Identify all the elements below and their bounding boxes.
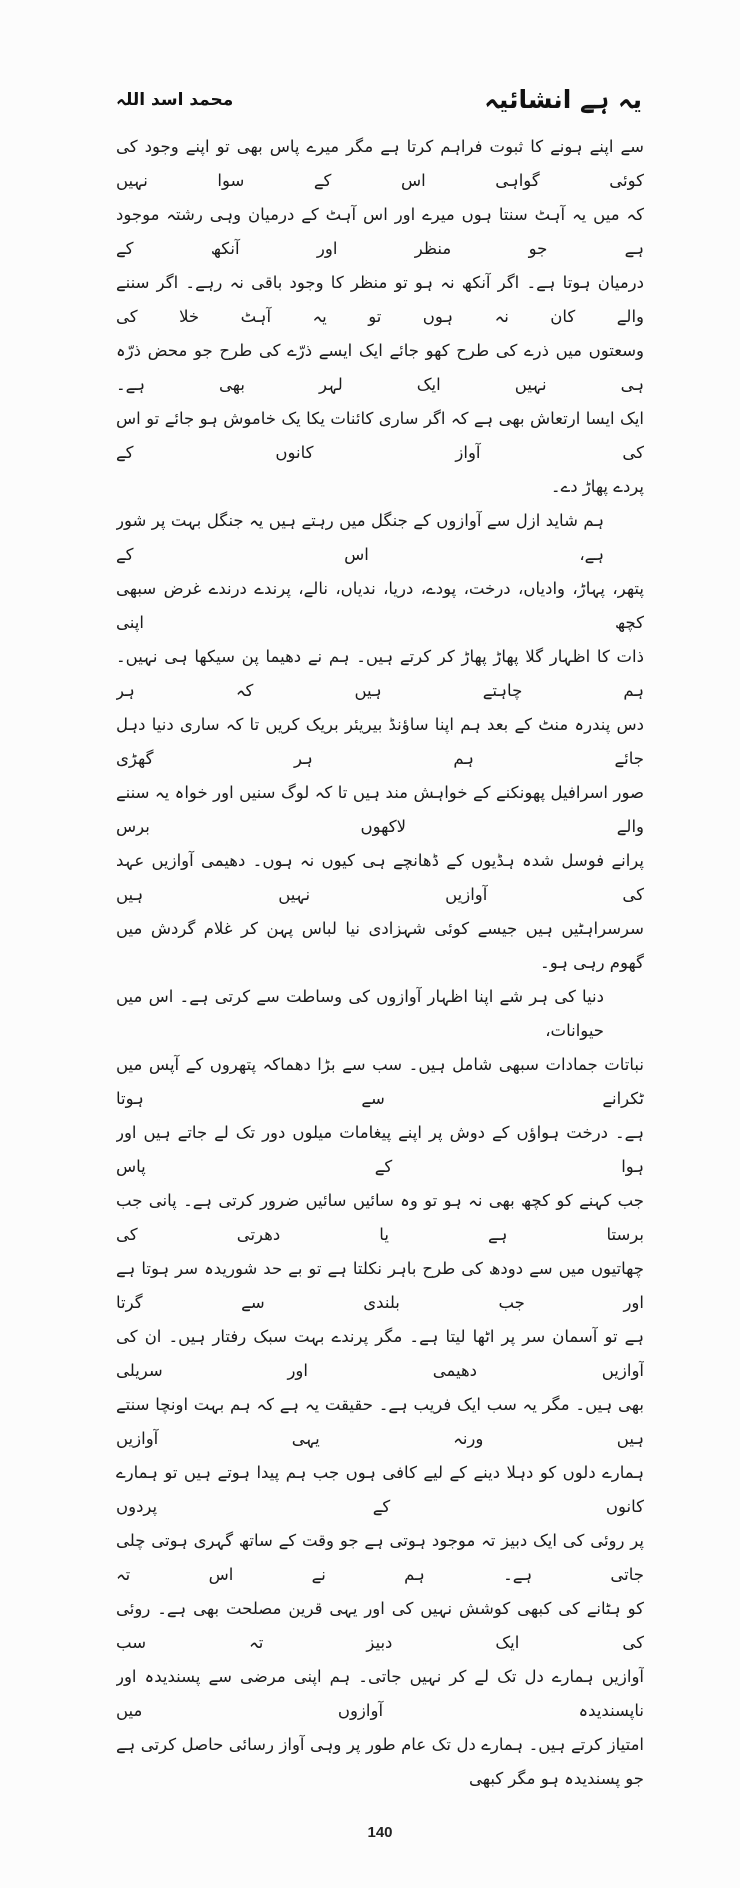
text-line: ذات کا اظہار گلا پھاڑ پھاڑ کر کرتے ہیں۔ ہم نے دھیما پن سیکھا ہی نہیں۔ ہم چاہتے ہیں کہ ہر (116, 647, 644, 700)
text-line: صور اسرافیل پھونکنے کے خواہش مند ہیں تا کہ لوگ سنیں اور خواہ یہ سننے والے لاکھوں برس (116, 783, 644, 836)
text-line: ہے۔ درخت ہواؤں کے دوش پر اپنے پیغامات میلوں دور تک لے جاتے ہیں اور ہوا کے پاس (116, 1123, 644, 1176)
page-header (116, 78, 642, 122)
text-line: پردے پھاڑ دے۔ (550, 477, 644, 496)
text-line: چھاتیوں میں سے دودھ کی طرح باہر نکلتا ہے تو بے حد شوریدہ سر ہوتا ہے اور جب بلندی سے گرتا (116, 1259, 644, 1312)
author-name: محمد اسد اللہ (116, 90, 234, 110)
text-line: دس پندرہ منٹ کے بعد ہم اپنا ساؤنڈ بیریئر بریک کریں تا کہ ساری دنیا دہل جائے ہم ہر گھڑی (116, 715, 644, 768)
text-line: پرانے فوسل شدہ ہڈیوں کے ڈھانچے ہی کیوں نہ ہوں۔ دھیمی آوازیں عہد کی آوازیں نہیں ہیں (116, 851, 644, 904)
text-line: نباتات جمادات سبھی شامل ہیں۔ سب سے بڑا دھماکہ پتھروں کے آپس میں ٹکرانے سے ہوتا (116, 1055, 644, 1108)
page-number: 140 (367, 1824, 393, 1841)
paragraph (116, 980, 644, 1796)
text-line: بھی ہیں۔ مگر یہ سب ایک فریب ہے۔ حقیقت یہ ہے کہ ہم بہت اونچا سنتے ہیں ورنہ یہی آوازیں (116, 1395, 644, 1448)
text-line: درمیان ہوتا ہے۔ اگر آنکھ نہ ہو تو منظر کا وجود باقی نہ رہے۔ اگر سننے والے کان نہ ہوں تو یہ آہٹ خلا کی (116, 273, 644, 326)
text-line: کو ہٹانے کی کبھی کوشش نہیں کی اور یہی قرین مصلحت بھی ہے۔ روئی کی ایک دبیز تہ سب (116, 1599, 644, 1652)
text-line: ایک ایسا ارتعاش بھی ہے کہ اگر ساری کائنات یکا یک خاموش ہو جائے تو اس کی آواز کانوں کے (116, 409, 644, 462)
text-line: وسعتوں میں ذرے کی طرح کھو جائے ایک ایسے ذرّے کی طرح جو محض ذرّہ ہی نہیں ایک لہر بھی ہے۔ (116, 341, 644, 394)
text-line: سرسراہٹیں ہیں جیسے کوئی شہزادی نیا لباس پہن کر غلام گردش میں گھوم رہی ہو۔ (116, 919, 644, 972)
text-line: ہمارے دلوں کو دہلا دینے کے لیے کافی ہوں جب ہم پیدا ہوتے ہیں تو ہمارے کانوں کے پردوں (116, 1463, 644, 1516)
chapter-title: یہ ہے انشائیہ (484, 85, 642, 114)
text-line: پتھر، پہاڑ، وادیاں، درخت، پودے، دریا، ندیاں، نالے، پرندے درندے غرض سبھی کچھ اپنی (116, 579, 644, 632)
paragraph (116, 504, 644, 980)
text-line: سے اپنے ہونے کا ثبوت فراہم کرتا ہے مگر میرے پاس بھی تو اپنے وجود کی کوئی گواہی اس کے سوا نہیں (116, 137, 644, 190)
text-line: دنیا کی ہر شے اپنا اظہار آوازوں کی وساطت سے کرتی ہے۔ اس میں حیوانات، (116, 987, 604, 1040)
text-line: ہے تو آسمان سر پر اٹھا لیتا ہے۔ مگر پرندے بہت سبک رفتار ہیں۔ ان کی آوازیں دھیمی اور سریلی (116, 1327, 644, 1380)
text-line: آوازیں ہمارے دل تک لے کر نہیں جاتی۔ ہم اپنی مرضی سے پسندیدہ اور ناپسندیدہ آوازوں میں (116, 1667, 644, 1720)
text-line: پر روئی کی ایک دبیز تہ موجود ہوتی ہے جو وقت کے ساتھ گہری ہوتی چلی جاتی ہے۔ ہم نے اس تہ (116, 1531, 644, 1584)
text-line: ہم شاید ازل سے آوازوں کے جنگل میں رہتے ہیں یہ جنگل بہت پر شور ہے، اس کے (116, 511, 604, 564)
body-text (116, 130, 644, 1796)
paragraph (116, 130, 644, 504)
text-line: کہ میں یہ آہٹ سنتا ہوں میرے اور اس آہٹ کے درمیان وہی رشتہ موجود ہے جو منظر اور آنکھ کے (116, 205, 644, 258)
text-line: امتیاز کرتے ہیں۔ ہمارے دل تک عام طور پر وہی آواز رسائی حاصل کرتی ہے جو پسندیدہ ہو مگر کبھی (116, 1735, 644, 1788)
text-line: جب کہنے کو کچھ بھی نہ ہو تو وہ سائیں سائیں ضرور کرتی ہے۔ پانی جب برستا ہے یا دھرتی کی (116, 1191, 644, 1244)
